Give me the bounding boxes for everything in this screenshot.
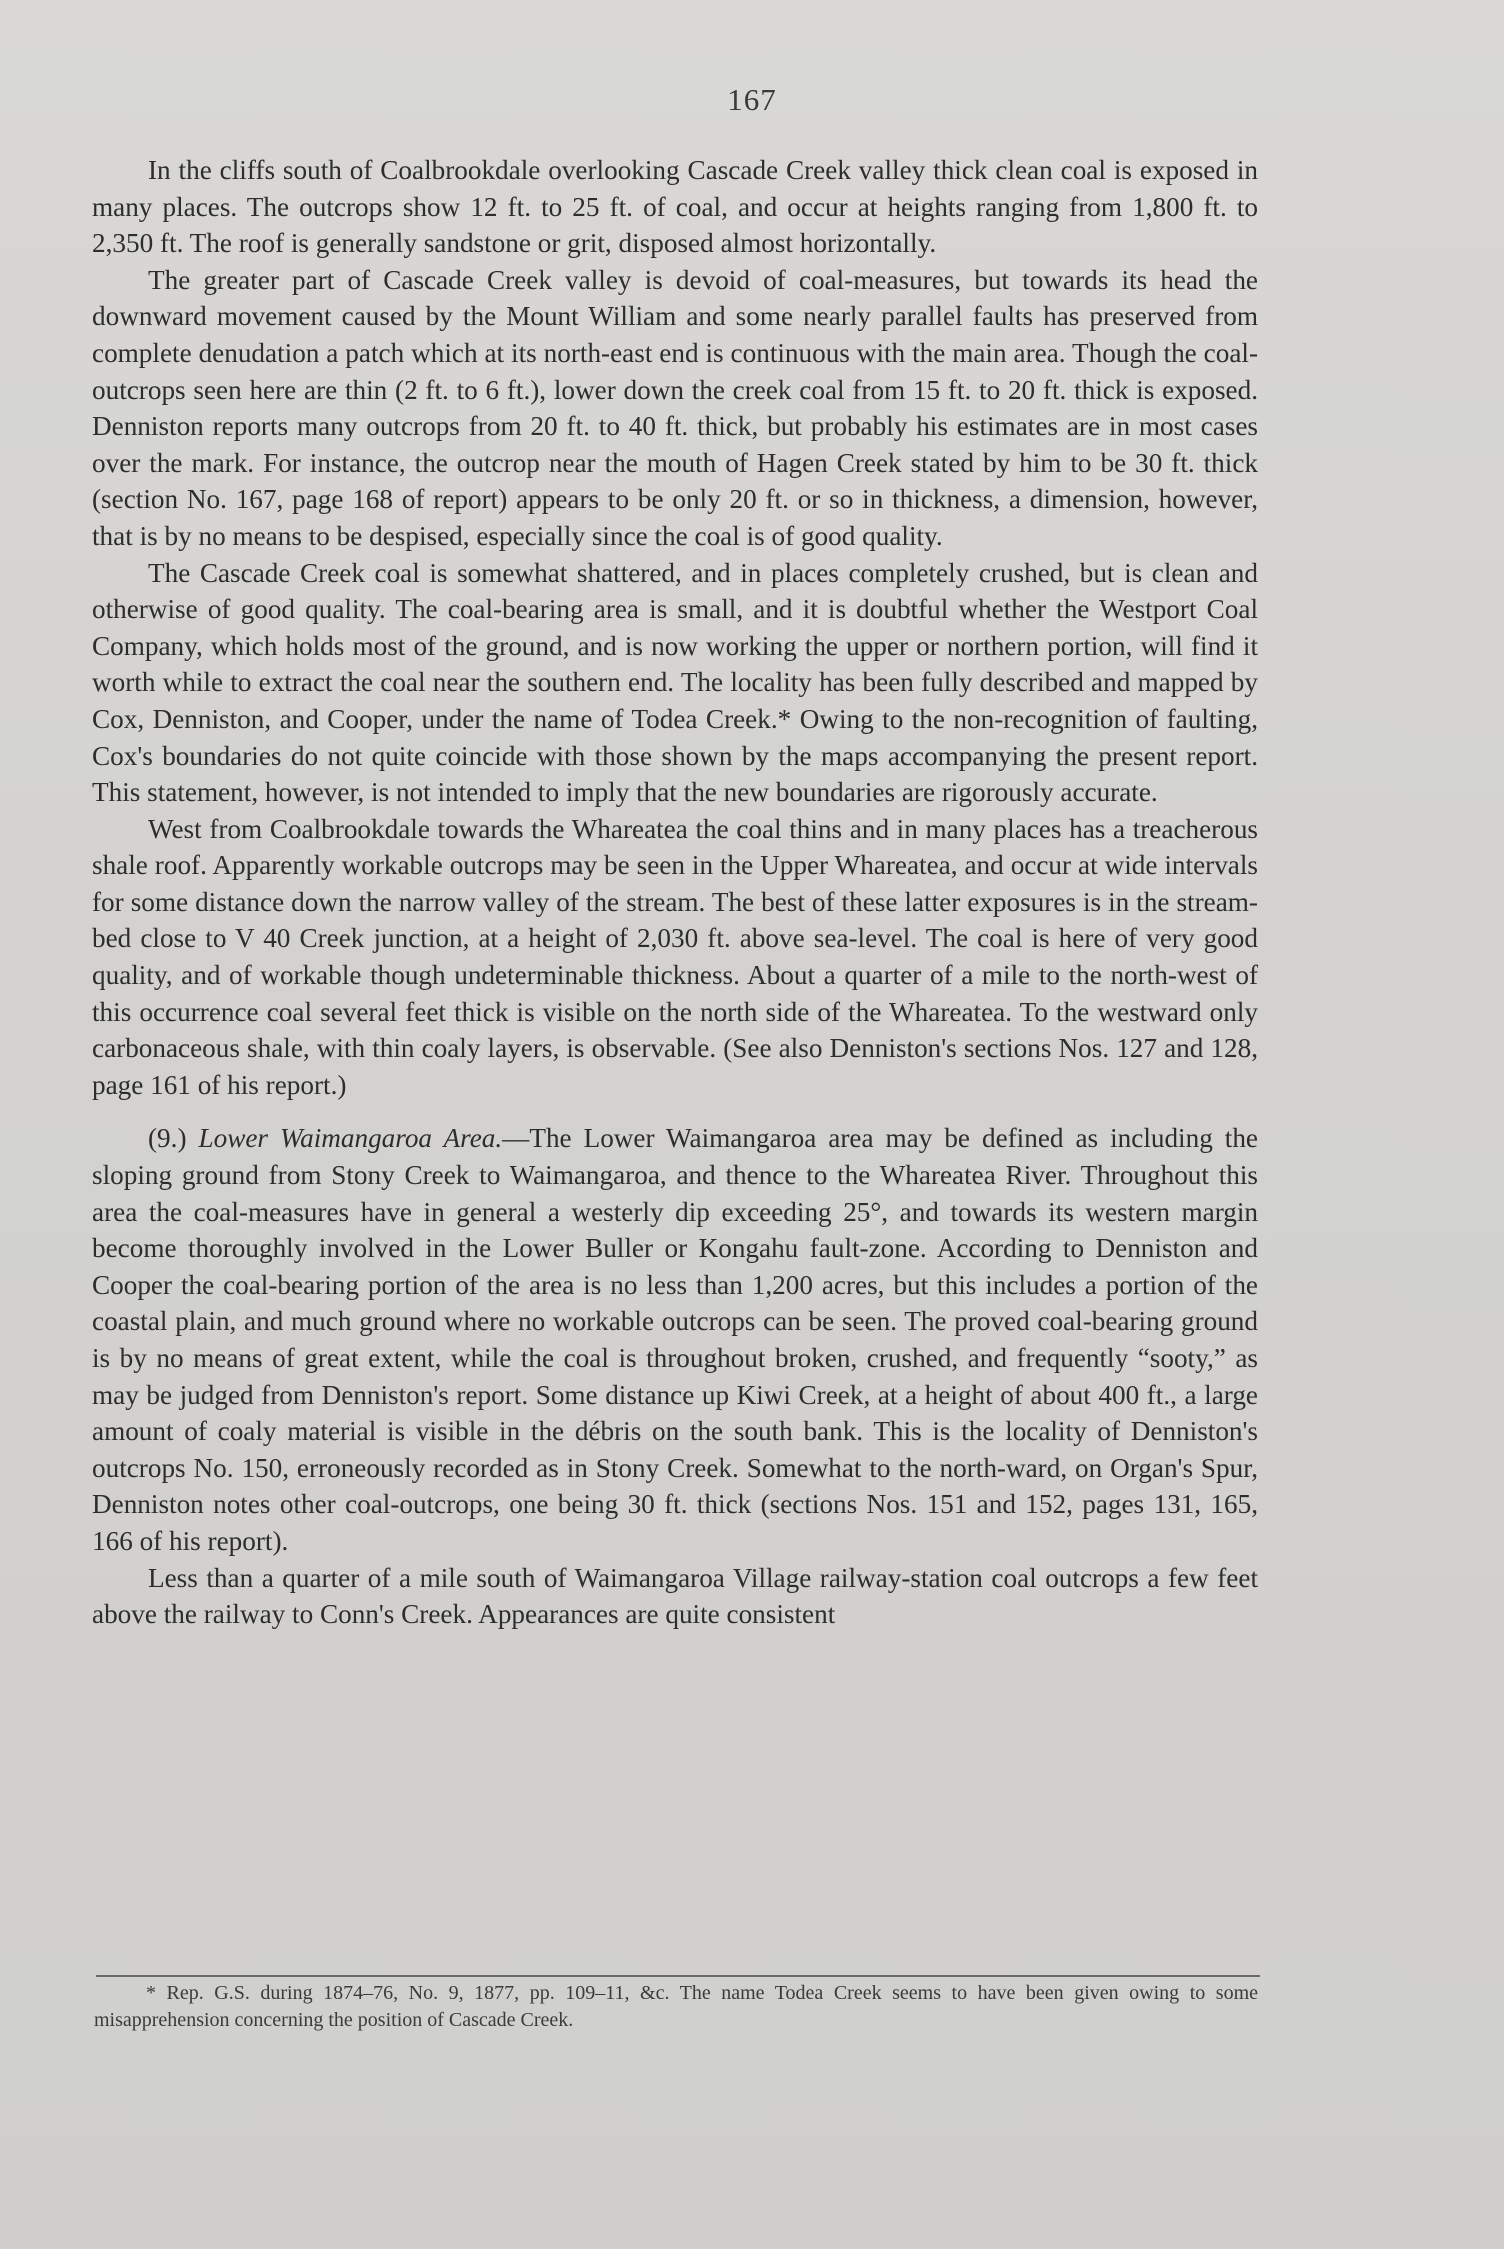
page-number: 167: [727, 82, 777, 117]
paragraph-cascade-creek-valley: The greater part of Cascade Creek valley is devoid of coal-measures, but towards its head the downward movement caused by the Mount William and some nearly parallel faults has preserved from complete denudation a patch which at its north-east end is continuous with the main area. Though the coal-outcrops seen here are thin (2 ft. to 6 ft.), lower down the creek coal from 15 ft. to 20 ft. thick is exposed. Denniston reports many outcrops from 20 ft. to 40 ft. thick, but probably his estimates are in most cases over the mark. For instance, the outcrop near the mouth of Hagen Creek stated by him to be 30 ft. thick (section No. 167, page 168 of report) appears to be only 20 ft. or so in thickness, a dimension, however, that is by no means to be despised, especially since the coal is of good quality.: [92, 264, 1258, 551]
footnote-divider: [96, 1975, 1260, 1977]
paragraph-whareatea: West from Coalbrookdale towards the Whareatea the coal thins and in many places has a treacherous shale roof. Apparently workable outcrops may be seen in the Upper Whareatea, and occur at wide intervals for some distance down the narrow valley of the stream. The best of these latter exposures is in the stream-bed close to V 40 Creek junction, at a height of 2,030 ft. above sea-level. The coal is here of very good quality, and of workable though undeterminable thickness. About a quarter of a mile to the north-west of this occurrence coal several feet thick is visible on the north side of the Whareatea. To the westward only carbonaceous shale, with thin coaly layers, is observable. (See also Denniston's sections Nos. 127 and 128, page 161 of his report.): [92, 813, 1258, 1100]
paragraph-coalbrookdale-cliffs: In the cliffs south of Coalbrookdale overlooking Cascade Creek valley thick clean coal is exposed in many places. The outcrops show 12 ft. to 25 ft. of coal, and occur at heights ranging from 1,800 ft. to 2,350 ft. The roof is generally sandstone or grit, disposed almost horizontally.: [92, 155, 1258, 259]
section-text: The Lower Waimangaroa area may be defined as including the sloping ground from Stony Creek to Waimangaroa, and thence to the Whareatea River. Throughout this area the coal-measures have in general a westerly dip exceeding 25°, and towards its western margin become thoroughly involved in the Lower Buller or Kongahu fault-zone. According to Denniston and Cooper the coal-bearing portion of the area is no less than 1,200 acres, but this includes a portion of the coastal plain, and much ground where no workable outcrops can be seen. The proved coal-bearing ground is by no means of great extent, while the coal is throughout broken, crushed, and frequently “sooty,” as may be judged from Denniston's report. Some distance up Kiwi Creek, at a height of about 400 ft., a large amount of coaly material is visible in the débris on the south bank. This is the locality of Denniston's outcrops No. 150, erroneously recorded as in Stony Creek. Somewhat to the north-ward, on Organ's Spur, Denniston notes other coal-outcrops, one being 30 ft. thick (sections Nos. 151 and 152, pages 131, 165, 166 of his report).: [92, 1123, 1258, 1556]
body-text: [92, 152, 1258, 1633]
paragraph-waimangaroa-village: Less than a quarter of a mile south of Waimangaroa Village railway-station coal outcrops a few feet above the railway to Conn's Creek. Appearances are quite consistent: [92, 1562, 1258, 1630]
section-dash: —: [502, 1123, 530, 1154]
footnote: * Rep. G.S. during 1874–76, No. 9, 1877, pp. 109–11, &c. The name Todea Creek seems to have been given owing to some misapprehension concerning the position of Cascade Creek.: [94, 1982, 1258, 2031]
paragraph-lower-waimangaroa: [92, 1120, 1258, 1559]
section-title: Lower Waimangaroa Area.: [198, 1123, 503, 1154]
section-number: (9.): [148, 1123, 187, 1154]
paragraph-cascade-creek-coal: The Cascade Creek coal is somewhat shattered, and in places completely crushed, but is clean and otherwise of good quality. The coal-bearing area is small, and it is doubtful whether the Westport Coal Company, which holds most of the ground, and is now working the upper or northern portion, will find it worth while to extract the coal near the southern end. The locality has been fully described and mapped by Cox, Denniston, and Cooper, under the name of Todea Creek.* Owing to the non-recognition of faulting, Cox's boundaries do not quite coincide with those shown by the maps accompanying the present report. This statement, however, is not intended to imply that the new boundaries are rigorously accurate.: [92, 557, 1258, 808]
